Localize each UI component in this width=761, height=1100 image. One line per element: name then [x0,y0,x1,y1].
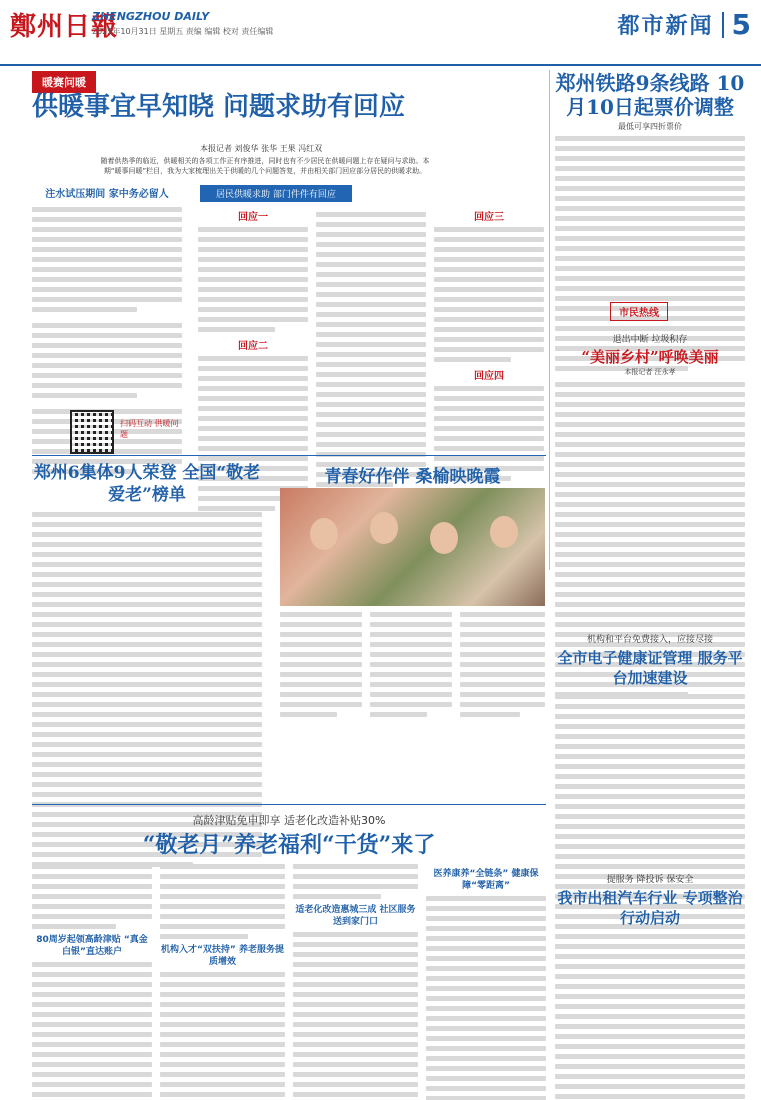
health-title: 全市电子健康证管理 服务平台加速建设 [557,649,743,687]
taxi-kicker: 提服务 降投诉 保安全 [606,875,694,885]
bottom-title: “敬老月”养老福利“干货”来了 [142,832,436,858]
logo-text: 鄭州日報 [10,12,119,42]
qr-caption: 扫码互动 供暖问题 [120,419,179,439]
civic-byline: 本报记者 汪永孝 [624,368,676,376]
feature-intro: 随着供热季的临近，供暖相关的各项工作正有序推进，同时也有不少居民在供暖问题上存在疑问与求助。本期“暖事问暖”栏目，我为大家梳理出关于供暖的几个问题答复，并由相关部门回应部分居民的供暖求助。 [100,157,430,175]
health-body [555,694,745,974]
left-column-head: 注水试压期间 家中务必留人 [45,189,169,200]
faq-band: 居民供暖求助 部门件件有回应 [200,185,352,202]
reply-label-2: 回应二 [238,341,268,352]
masthead [0,0,761,66]
rail-fare-subtitle: 最低可享四折票价 [618,122,682,131]
bottom-col-3 [293,864,418,1100]
taxi-title: 我市出租汽车行业 专项整治行动启动 [557,889,743,927]
qr-code[interactable] [70,410,114,454]
civic-kicker: 退出中断 垃圾积存 [612,335,688,345]
logo-english: ZHENGZHOU DAILY [92,10,210,23]
page-number: 5 [731,8,751,41]
bottom-col-3-head: 适老化改造惠城三成 社区服务送到家门口 [295,905,416,927]
photo-story-title: 青春好作伴 桑榆映晚霞 [324,467,501,487]
civic-title: “美丽乡村”呼唤美丽 [581,348,719,366]
civic-hotline-tag: 市民热线 [610,302,668,321]
section-name: 都市新闻 [617,14,714,39]
feature-tag: 暖赛问暖 [32,71,96,93]
section-header [618,8,752,41]
bottom-col-2 [160,864,285,1100]
reply-label-1: 回应一 [238,212,268,223]
section-divider [722,12,724,38]
taxi-body [555,934,745,1100]
feature-byline: 本报记者 刘俊华 张华 王果 冯红双 [200,144,323,153]
bottom-col-2-head: 机构入才“双扶持” 养老服务提质增效 [161,945,284,967]
photo-story-col-2 [370,612,452,722]
photo-story-col-1 [280,612,362,722]
bottom-kicker: 高龄津贴免申即享 适老化改造补贴30% [192,814,386,827]
news-photo [280,488,545,606]
photo-story-col-3 [460,612,545,722]
health-kicker: 机构和平台免费接入，应接尽接 [586,635,713,645]
bottom-col-4 [426,864,546,1100]
issue-line: 2025年10月31日 星期五 责编 编辑 校对 责任编辑 [92,27,274,36]
faq-col-3 [434,206,544,486]
rail-fare-title: 郑州铁路9条线路 10月10日起票价调整 [555,71,745,119]
reply-label-3: 回应三 [474,212,504,223]
elders-title: 郑州6集体9人荣登 全国“敬老爱老”榜单 [33,463,261,505]
bottom-col-1-head: 80周岁起领高龄津贴 “真金白银”直达账户 [36,935,148,957]
feature-title: 供暖事宜早知晓 问题求助有回应 [32,92,406,122]
bottom-col-1 [32,864,152,1100]
reply-label-4: 回应四 [474,371,504,382]
section-rule-2 [32,804,546,805]
faq-col-2 [316,212,426,492]
column-rule-right [549,70,550,570]
section-rule-1 [32,455,546,456]
bottom-col-4-head: 医养康养“全链条” 健康保障“零距离” [433,869,539,891]
